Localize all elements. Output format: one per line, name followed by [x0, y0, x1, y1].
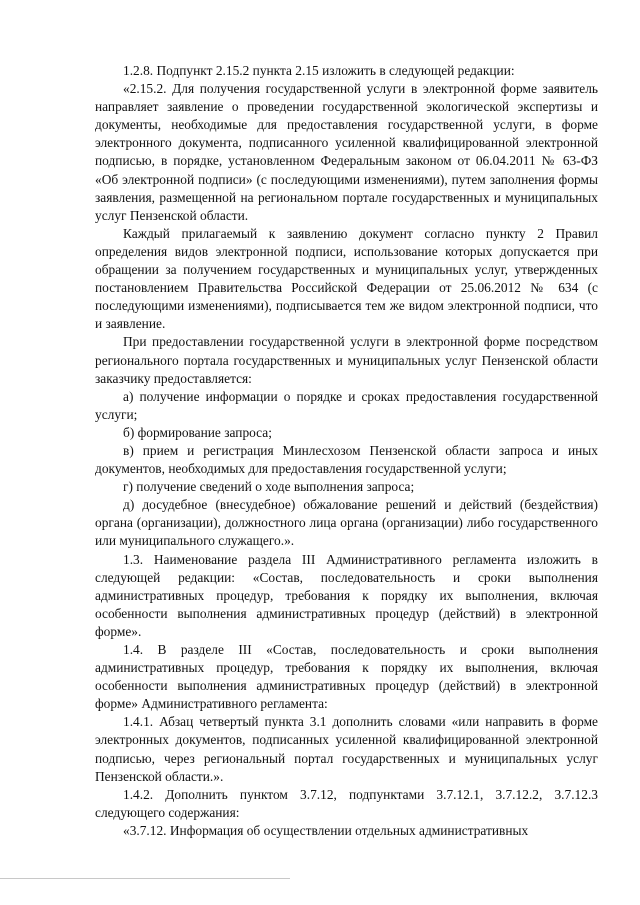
paragraph-1-4: 1.4. В разделе III «Состав, последовательность и сроки выполнения административных процедур, требования к порядку их выполнения, включая особенности выполнения административных процедур (действий) в электронной форме» Административного регламента:: [95, 642, 598, 712]
scan-edge-line: [0, 878, 290, 879]
paragraph-1-2-8: 1.2.8. Подпункт 2.15.2 пункта 2.15 изложить в следующей редакции:: [123, 63, 515, 78]
list-item-a: а) получение информации о порядке и сроках предоставления государственной услуги;: [95, 388, 598, 422]
paragraph-1-4-1: 1.4.1. Абзац четвертый пункта 3.1 дополнить словами «или направить в форме электронных документов, подписанных усиленной квалифицированной электронной подписью, через региональный портал государственных и муниципальных услуг Пензенской области.».: [95, 714, 598, 784]
list-item-g: г) получение сведений о ходе выполнения запроса;: [123, 479, 415, 495]
list-item-d: д) досудебное (внесудебное) обжалование решений и действий (бездействия) органа (организации), должностного лица органа (организации) либо государственного или муниципального служащего.».: [95, 497, 598, 549]
list-item-v: в) прием и регистрация Минлесхозом Пензенской области запроса и иных документов, необходимых для предоставления государственной услуги;: [95, 442, 598, 477]
paragraph-portal-services: При предоставлении государственной услуги в электронной форме посредством регионального портала государственных и муниципальных услуг Пензенской области заказчику предоставляется:: [95, 334, 598, 386]
paragraph-2-15-2: «2.15.2. Для получения государственной услуги в электронной форме заявитель направляет заявление о проведении государственной экологической экспертизы и документы, необходимые для предоставления государственной услуги, в форме электронного документа, подписанного усиленной квалифицированной электронной подписью, в порядке, установленном Федеральным законом от 06.04.2011 № 63-ФЗ «Об электронной подписи» (с последующими изменениями), путем заполнения формы заявления, размещенной на региональном портале государственных и муниципальных услуг Пензенской области.: [95, 81, 598, 223]
paragraph-attached-documents: Каждый прилагаемый к заявлению документ согласно пункту 2 Правил определения видов электронной подписи, использование которых допускается при обращении за получением государственных и муниципальных услуг, утвержденных постановлением Правительства Российской Федерации от 25.06.2012 № 634 (с последующими изменениями), подписывается тем же видом электронной подписи, что и заявление.: [95, 225, 598, 332]
paragraph-1-4-2: 1.4.2. Дополнить пунктом 3.7.12, подпунктами 3.7.12.1, 3.7.12.2, 3.7.12.3 следующего содержания:: [95, 786, 598, 820]
document-page: [95, 62, 598, 840]
paragraph-1-3: 1.3. Наименование раздела III Административного регламента изложить в следующей редакции: «Состав, последовательность и сроки выполнения административных процедур, требования к порядку их выполнения, включая особенности выполнения административных процедур (действий) в электронной форме».: [95, 551, 598, 639]
paragraph-3-7-12: «3.7.12. Информация об осуществлении отдельных административных: [123, 822, 529, 838]
list-item-b: б) формирование запроса;: [123, 424, 272, 440]
